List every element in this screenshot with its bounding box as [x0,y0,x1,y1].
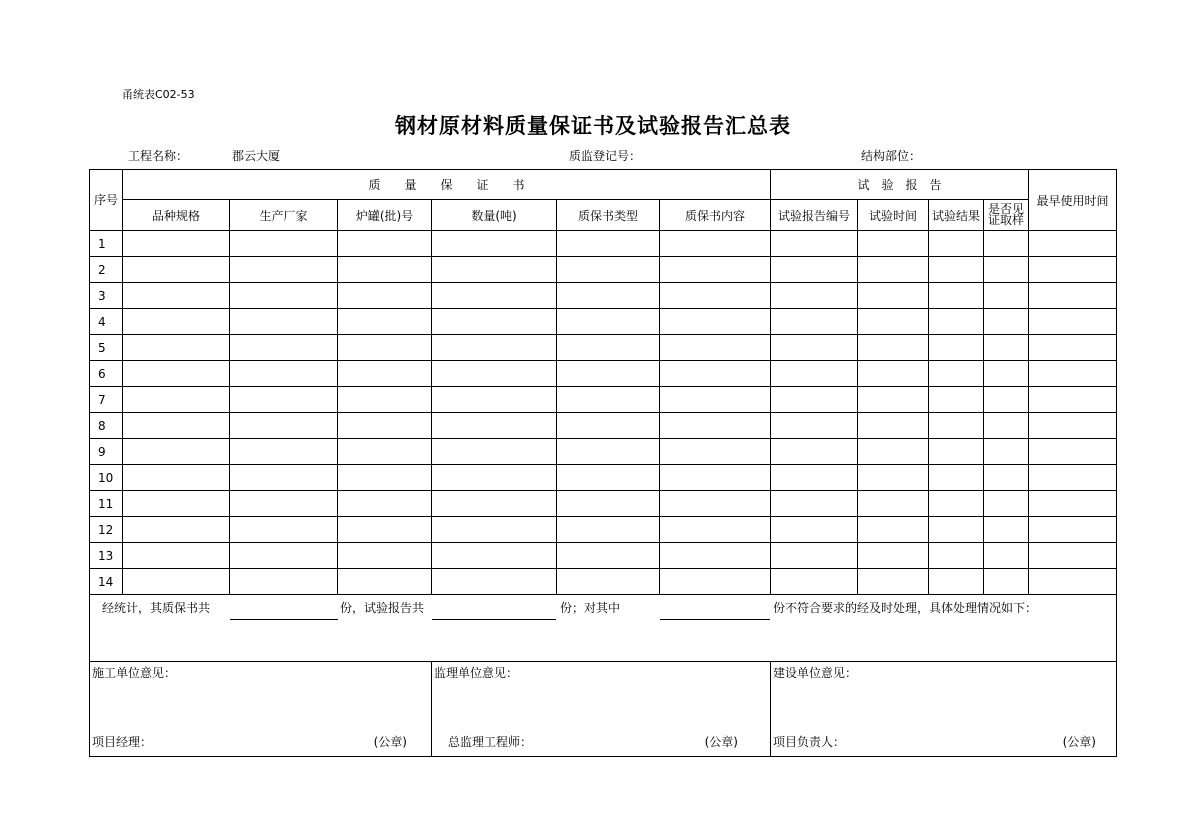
table-cell[interactable] [432,335,557,361]
table-cell[interactable] [123,361,230,387]
summary-table [89,169,1117,757]
table-cell[interactable] [338,335,432,361]
table-cell[interactable] [557,465,660,491]
project-name-label: 工程名称： [128,149,189,163]
table-cell[interactable] [230,439,338,465]
table-cell[interactable] [230,361,338,387]
table-cell[interactable] [230,465,338,491]
table-cell[interactable] [557,543,660,569]
table-cell[interactable] [660,231,771,257]
table-cell[interactable] [230,387,338,413]
construction-opinion-label: 施工单位意见： [92,666,177,680]
construction-opinion-cell[interactable] [90,662,432,757]
table-cell[interactable] [858,257,929,283]
table-cell[interactable] [432,517,557,543]
owner-opinion-cell[interactable] [771,662,1117,757]
table-cell[interactable] [929,413,984,439]
table-cell[interactable] [1029,491,1117,517]
table-cell[interactable] [771,465,858,491]
table-cell[interactable] [557,569,660,595]
form-code: 甬统表C02-53 [122,88,195,101]
table-cell[interactable] [338,517,432,543]
table-row [90,413,1117,439]
table-cell[interactable] [858,361,929,387]
row-number: 9 [90,439,123,465]
header-seq: 序号 [90,170,123,231]
table-cell[interactable] [771,257,858,283]
owner-opinion-label: 建设单位意见： [773,666,858,680]
table-cell[interactable] [771,387,858,413]
table-cell[interactable] [660,361,771,387]
table-cell[interactable] [1029,517,1117,543]
table-cell[interactable] [557,413,660,439]
table-cell[interactable] [929,257,984,283]
chief-supervisor-label: 总监理工程师： [448,735,533,749]
row-number: 14 [90,569,123,595]
supervision-opinion-cell[interactable] [432,662,771,757]
header-test-date: 试验时间 [858,200,929,231]
table-cell[interactable] [338,465,432,491]
table-row [90,335,1117,361]
table-cell[interactable] [858,231,929,257]
table-cell[interactable] [123,231,230,257]
header-test-report: 试 验 报 告 [771,170,1029,200]
row-number: 4 [90,309,123,335]
row-number: 10 [90,465,123,491]
table-cell[interactable] [123,517,230,543]
table-cell[interactable] [230,309,338,335]
table-cell[interactable] [929,569,984,595]
project-name-value: 郡云大厦 [232,149,281,163]
row-number: 11 [90,491,123,517]
table-cell[interactable] [984,335,1029,361]
table-cell[interactable] [984,283,1029,309]
header-certificate-type: 质保书类型 [557,200,660,231]
table-cell[interactable] [557,387,660,413]
row-number: 5 [90,335,123,361]
table-cell[interactable] [432,491,557,517]
table-cell[interactable] [858,517,929,543]
table-cell[interactable] [929,231,984,257]
table-cell[interactable] [858,283,929,309]
table-cell[interactable] [123,413,230,439]
table-cell[interactable] [1029,361,1117,387]
header-manufacturer: 生产厂家 [230,200,338,231]
table-row [90,543,1117,569]
statistics-text-1: 经统计，其质保书共 [102,601,211,615]
table-cell[interactable] [1029,335,1117,361]
table-cell[interactable] [858,465,929,491]
table-cell[interactable] [660,439,771,465]
table-cell[interactable] [984,439,1029,465]
table-cell[interactable] [1029,543,1117,569]
table-cell[interactable] [338,361,432,387]
table-cell[interactable] [771,439,858,465]
table-cell[interactable] [123,491,230,517]
table-cell[interactable] [771,361,858,387]
table-cell[interactable] [660,335,771,361]
table-cell[interactable] [123,569,230,595]
table-row [90,231,1117,257]
table-row [90,517,1117,543]
project-manager-label: 项目经理： [92,735,153,749]
header-quality-certificate: 质 量 保 证 书 [123,170,771,200]
table-row [90,361,1117,387]
table-cell[interactable] [984,309,1029,335]
table-row [90,283,1117,309]
table-cell[interactable] [984,517,1029,543]
table-row [90,309,1117,335]
table-cell[interactable] [432,257,557,283]
table-cell[interactable] [858,569,929,595]
table-cell[interactable] [230,543,338,569]
header-witness-sampling: 是否见证取样 [984,200,1029,231]
page-title: 钢材原材料质量保证书及试验报告汇总表 [395,114,791,138]
table-cell[interactable] [660,257,771,283]
owner-seal-label: (公章) [1062,735,1096,749]
table-cell[interactable] [771,543,858,569]
table-cell[interactable] [660,543,771,569]
table-cell[interactable] [984,231,1029,257]
table-cell[interactable] [1029,387,1117,413]
table-cell[interactable] [230,257,338,283]
table-cell[interactable] [660,517,771,543]
table-cell[interactable] [660,283,771,309]
table-cell[interactable] [771,569,858,595]
header-report-number: 试验报告编号 [771,200,858,231]
nonconforming-count-blank[interactable] [660,619,770,620]
table-cell[interactable] [123,387,230,413]
certificate-count-blank[interactable] [230,619,338,620]
table-cell[interactable] [338,569,432,595]
table-cell[interactable] [338,283,432,309]
table-cell[interactable] [984,413,1029,439]
table-cell[interactable] [929,309,984,335]
project-leader-label: 项目负责人： [773,735,846,749]
statistics-text-3: 份；对其中 [560,601,621,615]
table-cell[interactable] [858,439,929,465]
table-cell[interactable] [432,413,557,439]
table-cell[interactable] [230,517,338,543]
table-cell[interactable] [984,491,1029,517]
table-cell[interactable] [230,569,338,595]
statistics-text-2: 份，试验报告共 [340,601,425,615]
table-cell[interactable] [557,335,660,361]
table-cell[interactable] [984,465,1029,491]
structure-part-label: 结构部位： [861,149,922,163]
table-cell[interactable] [557,491,660,517]
table-cell[interactable] [1029,465,1117,491]
table-cell[interactable] [858,387,929,413]
table-cell[interactable] [929,361,984,387]
table-cell[interactable] [858,335,929,361]
table-cell[interactable] [929,465,984,491]
header-certificate-content: 质保书内容 [660,200,771,231]
table-cell[interactable] [929,439,984,465]
table-cell[interactable] [1029,413,1117,439]
table-cell[interactable] [557,439,660,465]
table-cell[interactable] [929,543,984,569]
construction-seal-label: (公章) [373,735,407,749]
header-batch-number: 炉罐(批)号 [338,200,432,231]
header-test-result: 试验结果 [929,200,984,231]
table-cell[interactable] [432,465,557,491]
table-cell[interactable] [771,517,858,543]
table-cell[interactable] [338,257,432,283]
table-cell[interactable] [929,387,984,413]
table-cell[interactable] [557,361,660,387]
table-cell[interactable] [557,257,660,283]
table-cell[interactable] [432,309,557,335]
table-cell[interactable] [660,465,771,491]
table-cell[interactable] [929,517,984,543]
table-cell[interactable] [230,413,338,439]
header-earliest-use: 最早使用时间 [1029,170,1117,231]
table-cell[interactable] [858,309,929,335]
table-cell[interactable] [929,491,984,517]
table-cell[interactable] [338,543,432,569]
report-count-blank[interactable] [432,619,556,620]
table-cell[interactable] [771,283,858,309]
supervision-seal-label: (公章) [704,735,738,749]
table-cell[interactable] [432,543,557,569]
registration-number-label: 质监登记号： [569,149,642,163]
statistics-text-4: 份不符合要求的经及时处理，具体处理情况如下： [773,601,1038,615]
statistics-cell [90,595,1117,662]
table-cell[interactable] [660,569,771,595]
table-cell[interactable] [123,283,230,309]
table-row [90,257,1117,283]
table-cell[interactable] [771,335,858,361]
table-row [90,491,1117,517]
table-cell[interactable] [771,491,858,517]
table-cell[interactable] [432,439,557,465]
table-row [90,387,1117,413]
row-number: 6 [90,361,123,387]
table-cell[interactable] [230,231,338,257]
table-cell[interactable] [1029,309,1117,335]
table-cell[interactable] [123,439,230,465]
table-cell[interactable] [338,413,432,439]
table-cell[interactable] [660,413,771,439]
table-cell[interactable] [338,439,432,465]
table-cell[interactable] [123,543,230,569]
header-quantity: 数量(吨) [432,200,557,231]
table-cell[interactable] [123,257,230,283]
table-cell[interactable] [230,491,338,517]
table-cell[interactable] [984,257,1029,283]
table-cell[interactable] [984,387,1029,413]
table-cell[interactable] [557,309,660,335]
table-cell[interactable] [123,309,230,335]
table-cell[interactable] [123,335,230,361]
table-cell[interactable] [858,413,929,439]
table-cell[interactable] [230,335,338,361]
table-cell[interactable] [929,335,984,361]
row-number: 1 [90,231,123,257]
row-number: 8 [90,413,123,439]
table-cell[interactable] [984,361,1029,387]
supervision-opinion-label: 监理单位意见： [434,666,519,680]
table-cell[interactable] [660,309,771,335]
table-cell[interactable] [432,361,557,387]
table-cell[interactable] [1029,257,1117,283]
row-number: 12 [90,517,123,543]
table-cell[interactable] [1029,569,1117,595]
table-cell[interactable] [984,569,1029,595]
table-cell[interactable] [771,413,858,439]
table-cell[interactable] [557,517,660,543]
table-row [90,439,1117,465]
row-number: 2 [90,257,123,283]
row-number: 7 [90,387,123,413]
table-body [90,231,1117,595]
table-cell[interactable] [858,491,929,517]
table-cell[interactable] [432,283,557,309]
table-cell[interactable] [660,387,771,413]
row-number: 13 [90,543,123,569]
table-cell[interactable] [338,231,432,257]
table-cell[interactable] [557,231,660,257]
table-cell[interactable] [338,491,432,517]
table-cell[interactable] [858,543,929,569]
table-cell[interactable] [1029,231,1117,257]
table-cell[interactable] [338,387,432,413]
table-cell[interactable] [338,309,432,335]
table-cell[interactable] [929,283,984,309]
table-row [90,465,1117,491]
table-cell[interactable] [771,231,858,257]
header-spec: 品种规格 [123,200,230,231]
table-cell[interactable] [1029,439,1117,465]
table-cell[interactable] [432,387,557,413]
table-cell[interactable] [432,569,557,595]
table-cell[interactable] [984,543,1029,569]
table-cell[interactable] [1029,283,1117,309]
table-cell[interactable] [432,231,557,257]
table-row [90,569,1117,595]
table-cell[interactable] [660,491,771,517]
table-cell[interactable] [771,309,858,335]
table-cell[interactable] [230,283,338,309]
table-cell[interactable] [557,283,660,309]
row-number: 3 [90,283,123,309]
table-cell[interactable] [123,465,230,491]
